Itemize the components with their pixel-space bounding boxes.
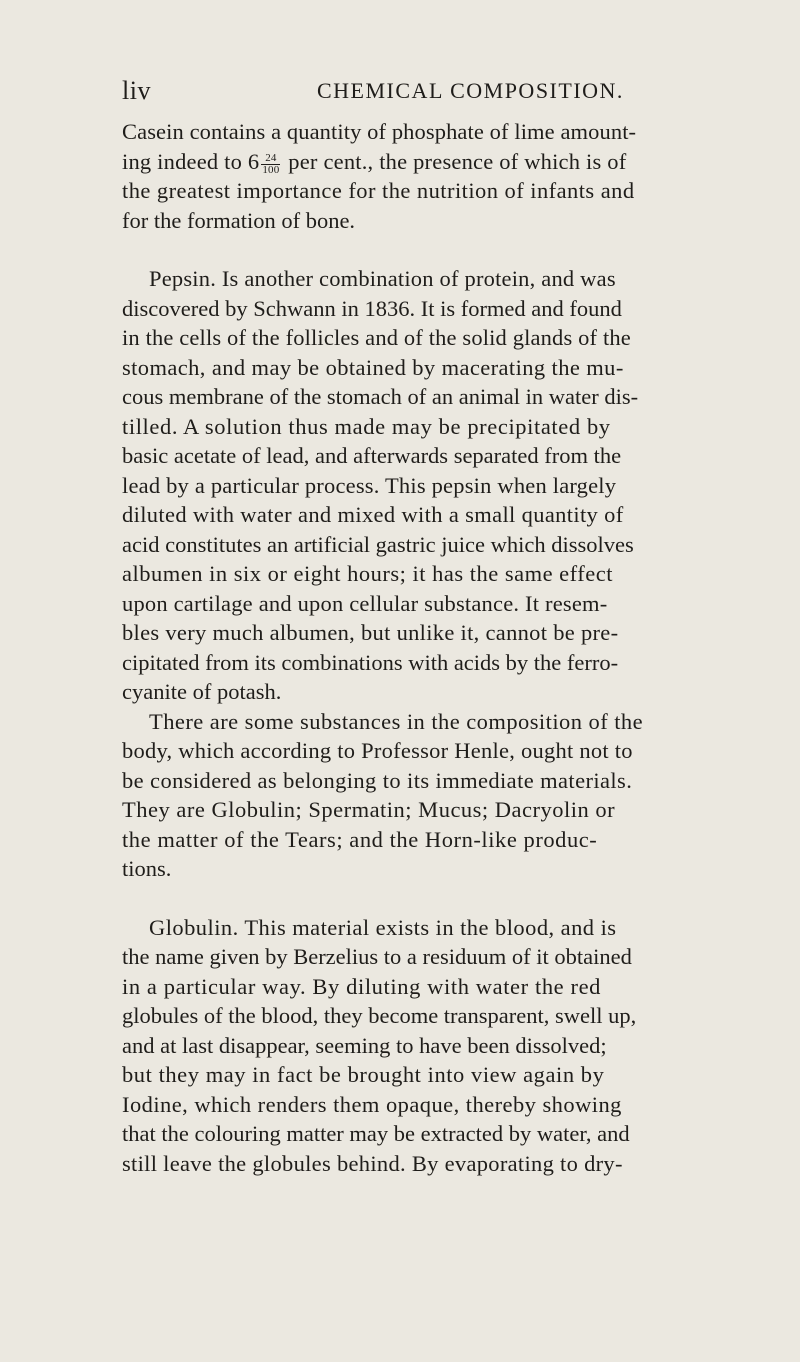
text-line: cipitated from its combinations with acids by the ferro- — [122, 649, 619, 675]
fraction — [261, 153, 280, 176]
text-line: and at last disappear, seeming to have been dissolved; — [122, 1032, 607, 1058]
text-line: but they may in fact be brought into view again by — [122, 1062, 605, 1087]
paragraph-pepsin — [122, 264, 772, 707]
text-line: in a particular way. By diluting with water the red — [122, 973, 602, 999]
text-line: albumen in six or eight hours; it has the same effect — [122, 561, 613, 586]
text-line: still leave the globules behind. By evaporating to dry- — [122, 1150, 623, 1176]
text-line: They are Globulin; Spermatin; Mucus; Dacryolin or — [122, 797, 616, 822]
text-line: Pepsin. Is another combination of protein, and was — [149, 266, 616, 291]
text-line: stomach, and may be obtained by macerating the mu- — [122, 354, 624, 380]
text-line: the matter of the Tears; and the Horn-like produc- — [122, 826, 598, 852]
paragraph-gap — [122, 235, 772, 264]
text-line: upon cartilage and upon cellular substance. It resem- — [122, 590, 608, 616]
text-line: in the cells of the follicles and of the solid glands of the — [122, 325, 631, 350]
text-fragment: per cent., the presence of which is of — [282, 148, 627, 174]
text-line: globules of the blood, they become transparent, swell up, — [122, 1003, 637, 1028]
text-line: the name given by Berzelius to a residuum of it obtained — [122, 944, 632, 969]
text-line: basic acetate of lead, and afterwards separated from the — [122, 443, 622, 468]
text-fragment: ing indeed to 6 — [122, 148, 260, 174]
text-line: be considered as belonging to its immediate materials. — [122, 767, 633, 793]
text-line: that the colouring matter may be extracted by water, and — [122, 1121, 630, 1146]
paragraph-globulin — [122, 913, 772, 1179]
text-line: Casein contains a quantity of phosphate of lime amount- — [122, 119, 637, 144]
paragraph-gap — [122, 884, 772, 913]
text-line: Globulin. This material exists in the blood, and is — [149, 914, 617, 940]
page-number: liv — [122, 76, 151, 105]
fraction-numerator: 24 — [261, 153, 280, 165]
text-line: discovered by Schwann in 1836. It is formed and found — [122, 295, 622, 321]
paragraph-substances — [122, 707, 772, 884]
paragraph-casein — [122, 117, 772, 235]
text-line: There are some substances in the composition of the — [149, 708, 644, 734]
body-text — [122, 117, 772, 1178]
text-line: body, which according to Professor Henle, ought not to — [122, 738, 633, 763]
text-line: diluted with water and mixed with a small quantity of — [122, 502, 624, 527]
page-header — [122, 76, 762, 116]
running-head: CHEMICAL COMPOSITION. — [317, 78, 624, 103]
text-line: cous membrane of the stomach of an animal in water dis- — [122, 384, 639, 409]
text-line: bles very much albumen, but unlike it, cannot be pre- — [122, 620, 619, 645]
text-line: acid constitutes an artificial gastric juice which dissolves — [122, 531, 634, 557]
fraction-denominator: 100 — [262, 163, 280, 176]
text-line: Iodine, which renders them opaque, thereby showing — [122, 1091, 622, 1117]
text-line-with-fraction — [122, 147, 772, 177]
text-line: lead by a particular process. This pepsin when largely — [122, 472, 617, 498]
text-line: cyanite of potash. — [122, 679, 282, 704]
text-line: the greatest importance for the nutrition of infants and — [122, 178, 635, 203]
text-line: tilled. A solution thus made may be precipitated by — [122, 413, 611, 439]
text-line: tions. — [122, 856, 172, 881]
text-line: for the formation of bone. — [122, 207, 356, 233]
